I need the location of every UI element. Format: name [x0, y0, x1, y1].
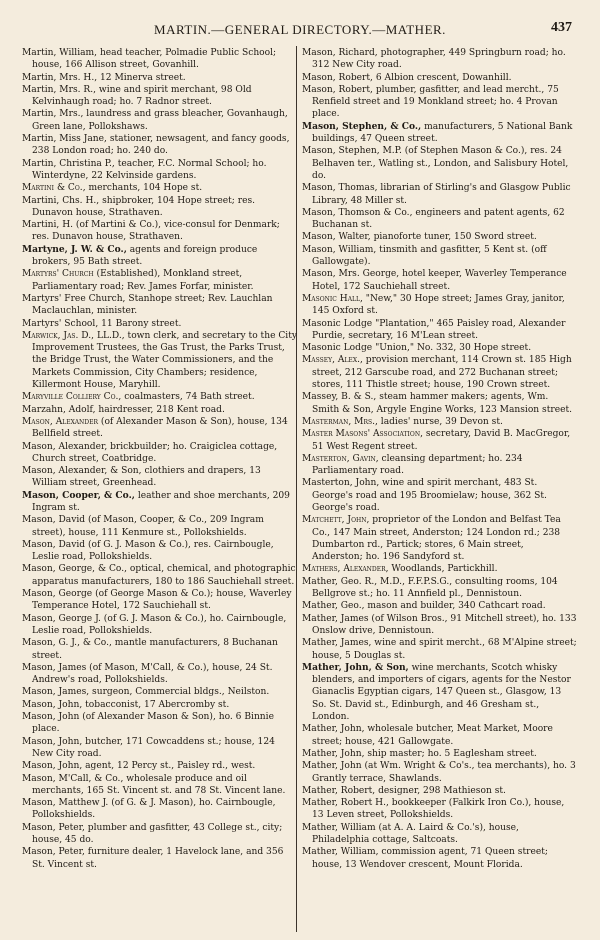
entry-name: Martyne, J. W. & Co., — [22, 243, 127, 255]
directory-entry — [302, 318, 577, 343]
directory-entry — [22, 108, 297, 133]
entry-details: butcher, 171 Cowcaddens st.; house, 124 New City road. — [32, 736, 275, 759]
entry-details: "Plantation," 465 Paisley road, Alexander Purdie, secretary, 16 M'Lean street. — [312, 318, 566, 341]
entry-details: bookkeeper (Falkirk Iron Co.), house, 13 Leven street, Pollokshields. — [312, 798, 565, 821]
entry-name: Mason, Cooper, & Co., — [22, 489, 135, 501]
running-title: MARTIN.—GENERAL DIRECTORY.—MATHER. — [154, 22, 446, 37]
entry-name: Masterton, Gavin, — [302, 453, 379, 464]
directory-entry — [302, 268, 577, 293]
directory-entry — [302, 797, 577, 822]
directory-entry — [302, 477, 577, 514]
directory-entry — [22, 268, 297, 293]
entry-details: coalmasters, 74 Bath street. — [121, 392, 255, 403]
directory-entry — [22, 490, 297, 515]
entry-name: Mathers, Alexander, — [302, 564, 389, 575]
directory-entry — [302, 47, 577, 72]
entry-name: Mather, Geo. R., — [302, 576, 378, 587]
entry-details: (at Wm. Wright & Co's., tea merchants), ho. 3 Grantly terrace, Shawlands. — [312, 761, 576, 784]
directory-entry — [22, 465, 297, 490]
directory-entry — [22, 158, 297, 183]
directory-entry — [302, 293, 577, 318]
directory-entry — [22, 711, 297, 736]
entry-details: wine and spirit merchant, 98 Old Kelvinhaugh road; ho. 7 Radnor street. — [32, 84, 252, 108]
directory-entry — [302, 182, 577, 207]
directory-entry — [302, 576, 577, 601]
entry-name: Mather, John, — [302, 748, 365, 759]
entry-details: (Established), Monkland street, Parliamentary road; Rev. James Forfar, minister. — [32, 269, 254, 292]
entry-name: Mather, William — [302, 822, 376, 833]
entry-details: LL.D., town clerk, and secretary to the City Improvement Trustees, the Gas Trust, the Parks Trust, the Bridge Trust, the Water Commissioners, and the Markets Commission, City Chambers; residence, Killermont House, Maryhill. — [32, 330, 297, 391]
entry-name: Mason, G. J., & Co., — [22, 638, 112, 649]
entry-name: Massey, Alex., — [302, 355, 363, 366]
entry-name: Mason, George — [22, 589, 93, 600]
directory-entry — [22, 84, 297, 109]
entry-details: (of Martini & Co.), vice-consul for Denmark; res. Dunavon house, Strathaven. — [32, 220, 280, 243]
directory-entry — [302, 121, 577, 146]
directory-entry — [302, 723, 577, 748]
entry-details: Woodlands, Partickhill. — [388, 564, 498, 575]
entry-name: Martin, William, — [22, 48, 98, 58]
entry-details: surgeon, Commercial bldgs., Neilston. — [89, 687, 270, 698]
entry-name: Mason, Robert, — [302, 84, 373, 95]
entry-name: Mason, Thomas, — [302, 183, 378, 194]
directory-entry — [302, 760, 577, 785]
directory-entry — [302, 354, 577, 391]
entry-details: leather and shoe merchants, 209 Ingram st. — [32, 490, 290, 513]
directory-entry — [302, 613, 577, 638]
entry-name: Martin, Miss Jane, — [22, 134, 107, 145]
directory-entry — [302, 846, 577, 871]
entry-details: shipbroker, 104 Hope street; res. Dunavon house, Strathaven. — [32, 195, 256, 218]
entry-name: Mason, John — [22, 712, 80, 723]
directory-entry — [22, 182, 297, 194]
entry-name: Mason, David — [22, 539, 86, 550]
entry-name: Mather, Geo., — [302, 601, 365, 612]
directory-entry — [22, 760, 297, 772]
directory-entry — [302, 207, 577, 232]
entry-details: M.D., F.F.P.S.G., consulting rooms, 104 Bellgrove st.; ho. 11 Annfield pl., Dennistoun. — [312, 576, 558, 600]
entry-details: (of G. J. Mason & Co.), res. Cairnbougle, Leslie road, Pollokshields. — [32, 539, 274, 563]
directory-entry — [22, 404, 297, 416]
entry-details: mantle manufacturers, 8 Buchanan street. — [32, 638, 278, 661]
directory-entry — [22, 293, 297, 318]
directory-entry — [22, 736, 297, 761]
entry-details: manufacturers, 5 National Bank buildings, 47 Queen street. — [312, 121, 573, 145]
entry-name: Martin, Mrs., — [22, 109, 84, 120]
entry-name: Mason, Peter, — [22, 847, 85, 858]
directory-entry — [22, 773, 297, 798]
entry-details: designer, 298 Mathieson st. — [375, 785, 506, 796]
entry-name: Mason, James — [22, 662, 87, 673]
entry-details: (of Alexander Mason & Son), ho. 6 Binnie place. — [32, 712, 274, 735]
right-column — [302, 47, 577, 871]
directory-entry — [302, 514, 577, 563]
directory-entry — [302, 563, 577, 575]
entry-details: 11 Barony street. — [98, 318, 182, 329]
entry-name: Mason, James, — [22, 687, 90, 698]
entry-name: Mason, Walter, — [302, 232, 371, 243]
entry-details: (of G. J. Mason & Co.), ho. Cairnbougle, Leslie road, Pollokshields. — [32, 613, 287, 636]
entry-details: furniture dealer, 1 Havelock lane, and 356 St. Vincent st. — [32, 847, 284, 870]
directory-entry — [22, 330, 297, 391]
directory-entry — [22, 133, 297, 158]
entry-details: proprietor of the London and Belfast Tea Co., 147 Main street, Anderston; 124 London rd.; 238 Dumbarton rd., Partick; stores, 6 Main street, Anderston; ho. 196 Sandyford st. — [312, 515, 561, 563]
entry-details: hotel keeper, Waverley Temperance Hotel, 172 Sauchiehall street. — [312, 269, 567, 292]
entry-name: Masterman, Mrs., — [302, 416, 378, 427]
entry-details: 12 Minerva street. — [97, 72, 186, 83]
entry-details: optical, chemical, and photographic apparatus manufacturers, 180 to 186 Sauchiehall street. — [32, 564, 296, 587]
directory-entry — [302, 748, 577, 760]
directory-entry — [22, 699, 297, 711]
entry-details: teacher, F.C. Normal School; ho. Winterdyne, 22 Kelvinside gardens. — [32, 158, 267, 181]
directory-entry — [302, 72, 577, 84]
entry-name: Mason, Alexander — [22, 416, 98, 427]
directory-entry — [22, 637, 297, 662]
directory-entry — [22, 662, 297, 687]
entry-name: Mather, James — [302, 613, 369, 624]
entry-name: Mason, George, & Co., — [22, 564, 128, 575]
entry-name: Mason, George J. — [22, 613, 101, 624]
directory-entry — [302, 637, 577, 662]
entry-name: Mason, Alexander, — [22, 441, 108, 452]
entry-details: provision merchant, 114 Crown st. 185 High street, 212 Garscube road, and 272 Buchanan street; stores, 111 Thistle street; house, 190 Crown street. — [312, 355, 572, 391]
entry-name: Martini, Chs. H., — [22, 195, 100, 206]
entry-details: pianoforte tuner, 150 Sword street. — [370, 232, 537, 243]
directory-entry — [302, 416, 577, 428]
entry-name: Mason, Thomson & Co., — [302, 207, 413, 218]
entry-details: commission agent, 71 Queen street; house, 13 Wendover crescent, Mount Florida. — [312, 847, 548, 870]
entry-name: Mason, David — [22, 515, 86, 526]
entry-name: Martini, H. — [22, 220, 74, 231]
entry-name: Martyrs' Free Church, — [22, 293, 126, 304]
entry-details: wine and spirit merchant, 483 St. George's road and 195 Broomielaw; house, 362 St. George's road. — [312, 478, 547, 513]
entry-name: Mason, Robert, — [302, 72, 373, 83]
entry-details: merchants, 104 Hope st. — [85, 183, 203, 194]
directory-entry — [302, 231, 577, 243]
directory-entry — [22, 846, 297, 871]
entry-name: Marzahn, Adolf, — [22, 404, 96, 415]
entry-name: Mason, John, — [22, 736, 83, 747]
entry-name: Mason, John, — [22, 699, 83, 710]
entry-name: Martin, Mrs. R., — [22, 84, 97, 95]
entry-details: wholesale butcher, Meat Market, Moore street; house, 421 Gallowgate. — [312, 724, 553, 747]
entry-name: Mason, Stephen, — [302, 146, 380, 157]
directory-entry — [302, 84, 577, 121]
entry-details: wholesale produce and oil merchants, 165 St. Vincent st. and 78 St. Vincent lane. — [32, 773, 286, 796]
entry-details: agent, 12 Percy st., Paisley rd., west. — [82, 761, 256, 772]
directory-entry — [22, 244, 297, 269]
directory-entry — [302, 662, 577, 723]
entry-details: librarian of Stirling's and Glasgow Public Library, 48 Miller st. — [312, 183, 571, 206]
directory-entry — [22, 822, 297, 847]
directory-entry — [22, 514, 297, 539]
directory-entry — [22, 47, 297, 72]
directory-entry — [22, 195, 297, 220]
entry-details: (of Mason, Cooper, & Co., 209 Ingram street), house, 111 Kenmure st., Pollokshields. — [32, 515, 264, 538]
entry-name: Mason, Peter, — [22, 822, 85, 833]
entry-details: agents and foreign produce brokers, 95 Bath street. — [32, 244, 258, 268]
entry-details: wine merchants, Scotch whisky blenders, and importers of cigars, agents for the Nestor Gianaclis Egyptian cigars, 147 Queen st., Glasgow, 13 So. St. David st., Edinburgh, and 46 Gresham st., London. — [312, 662, 571, 723]
directory-entry — [302, 428, 577, 453]
entry-details: (of Mason, M'Call, & Co.), house, 24 St. Andrew's road, Pollokshields. — [32, 662, 273, 686]
entry-name: Mason, Matthew J. — [22, 798, 109, 809]
entry-details: M.P. (of Stephen Mason & Co.), res. 24 Belhaven ter., Watling st., London, and Salisbury Hotel, do. — [312, 146, 569, 181]
entry-details: hairdresser, 218 Kent road. — [95, 404, 225, 415]
directory-entry — [302, 391, 577, 416]
directory-entry — [22, 318, 297, 330]
entry-details: tobacconist, 17 Abercromby st. — [82, 699, 230, 710]
entry-name: Massey, B. & S., — [302, 392, 377, 403]
directory-entry — [22, 797, 297, 822]
entry-details: (of Alexander Mason & Son), house, 134 Bellfield street. — [32, 416, 288, 440]
entry-name: Martini & Co., — [22, 183, 86, 194]
entry-details: head teacher, Polmadie Public School; house, 166 Allison street, Govanhill. — [32, 48, 277, 71]
entry-name: Mason, M'Call, & Co., — [22, 773, 124, 784]
entry-name: Mason, John, — [22, 761, 83, 772]
directory-entry — [22, 588, 297, 613]
entry-details: 6 Albion crescent, Dowanhill. — [372, 72, 512, 83]
entry-details: cleansing department; ho. 234 Parliamentary road. — [312, 453, 523, 477]
directory-entry — [22, 613, 297, 638]
entry-name: Mason, Richard, — [302, 48, 378, 58]
entry-details: ladies' nurse, 39 Devon st. — [377, 416, 503, 427]
directory-entry — [302, 342, 577, 354]
entry-name: Martin, Christina P., — [22, 158, 115, 169]
directory-entry — [22, 563, 297, 588]
entry-name: Marwick, Jas. D., — [22, 330, 95, 341]
entry-name: Mather, Robert H., — [302, 798, 389, 809]
entry-name: Mather, James, — [302, 638, 372, 649]
entry-details: "New," 30 Hope street; James Gray, janitor, 145 Oxford st. — [312, 293, 565, 317]
entry-details: (at A. A. Laird & Co.'s), house, Philadelphia cottage, Saltcoats. — [312, 822, 519, 845]
entry-details: wine and spirit mercht., 68 M'Alpine street; house, 5 Douglas st. — [312, 638, 577, 661]
entry-name: Mason, Stephen, & Co., — [302, 120, 422, 132]
entry-details: ship master; ho. 5 Eaglesham street. — [364, 748, 537, 759]
entry-details: (of George Mason & Co.); house, Waverley Temperance Hotel, 172 Sauchiehall st. — [32, 589, 292, 612]
directory-entry — [22, 391, 297, 403]
page-header — [20, 18, 580, 38]
entry-details: tinsmith and gasfitter, 5 Kent st. (off Gallowgate). — [312, 244, 547, 268]
entry-name: Mather, John — [302, 761, 362, 772]
entry-name: Martin, Mrs. H., — [22, 72, 98, 83]
directory-entry — [22, 539, 297, 564]
entry-details: "Union," No. 332, 30 Hope street. — [372, 343, 532, 354]
directory-entry — [302, 145, 577, 182]
left-column — [22, 47, 297, 871]
entry-details: photographer, 449 Springburn road; ho. 312 New City road. — [312, 48, 566, 71]
directory-entry — [302, 453, 577, 478]
entry-details: (of Wilson Bros., 91 Mitchell street), ho. 133 Onslow drive, Dennistoun. — [312, 613, 577, 636]
directory-entry — [22, 219, 297, 244]
entry-details: stationer, newsagent, and fancy goods, 238 London road; ho. 240 do. — [32, 134, 290, 157]
directory-entry — [22, 416, 297, 441]
directory-entry — [22, 72, 297, 84]
entry-details: laundress and grass bleacher, Govanhaugh, Green lane, Pollokshaws. — [32, 109, 288, 132]
entry-name: Martyrs' Church — [22, 269, 94, 280]
entry-name: Matchett, John, — [302, 515, 370, 526]
directory-entry — [302, 244, 577, 269]
entry-name: Masterton, John, — [302, 478, 380, 489]
entry-details: steam hammer makers; agents, Wm. Smith & Son, Argyle Engine Works, 123 Mansion street. — [312, 392, 573, 415]
entry-details: (of G. & J. Mason), ho. Cairnbougle, Pollokshields. — [32, 798, 276, 821]
directory-entry — [302, 822, 577, 847]
entry-name: Masonic Hall, — [302, 293, 363, 304]
entry-details: secretary, David B. MacGregor, 51 West Regent street. — [312, 429, 571, 452]
entry-details: engineers and patent agents, 62 Buchanan st. — [312, 207, 565, 231]
entry-name: Masonic Lodge — [302, 318, 373, 329]
entry-details: brickbuilder; ho. Craigiclea cottage, Church street, Coatbridge. — [32, 441, 278, 464]
page-number: 437 — [551, 20, 572, 35]
entry-details: Stanhope street; Rev. Lauchlan Maclauchlan, minister. — [32, 293, 273, 317]
directory-entry — [22, 441, 297, 466]
entry-name: Mason, Mrs. George, — [302, 269, 400, 280]
entry-details: mason and builder, 340 Cathcart road. — [364, 601, 546, 612]
entry-name: Maryville Colliery Co., — [22, 392, 122, 403]
entry-name: Master Masons' Association, — [302, 429, 423, 440]
entry-details: plumber, gasfitter, and lead mercht., 75 Renfield street and 19 Monkland street; ho. 4 Provan place. — [312, 84, 559, 120]
entry-name: Martyrs' School, — [22, 318, 99, 329]
directory-entry — [22, 686, 297, 698]
entry-details: clothiers and drapers, 13 William street, Greenhead. — [32, 466, 261, 489]
entry-name: Mather, John, & Son, — [302, 661, 409, 673]
entry-name: Mather, Robert, — [302, 785, 376, 796]
entry-name: Mather, William, — [302, 847, 379, 858]
directory-entry — [302, 600, 577, 612]
entry-name: Masonic Lodge — [302, 343, 373, 354]
entry-details: plumber and gasfitter, 43 College st., city; house, 45 do. — [32, 822, 283, 845]
entry-name: Mason, William, — [302, 244, 377, 255]
entry-name: Mather, John, — [302, 724, 365, 735]
entry-name: Mason, Alexander, & Son, — [22, 466, 142, 477]
directory-entry — [302, 785, 577, 797]
